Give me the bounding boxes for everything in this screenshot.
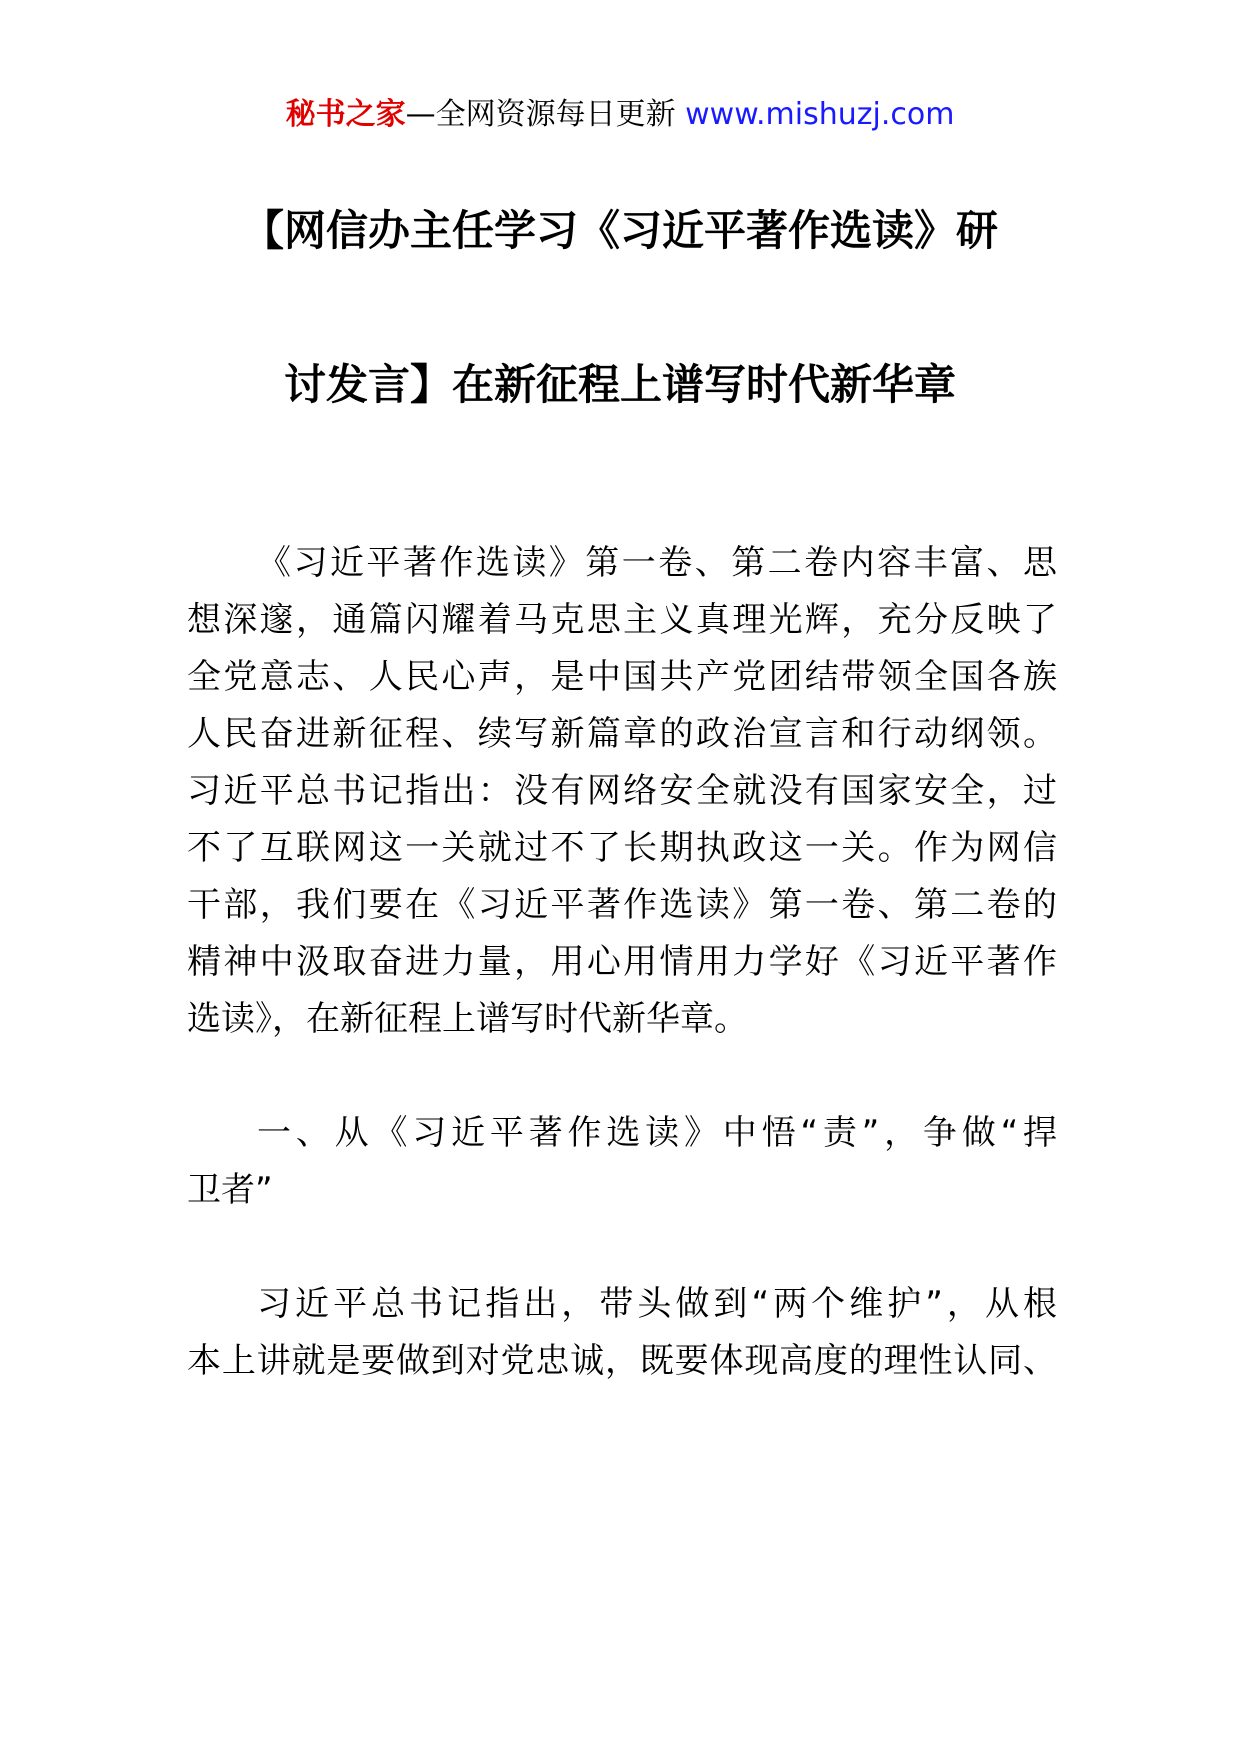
site-slogan: —全网资源每日更新 — [405, 97, 676, 132]
paragraph-1-line: 想深邃，通篇闪耀着马克思主义真理光辉，充分反映了 — [187, 600, 1057, 640]
document-title-line-1: 【网信办主任学习《习近平著作选读》研 — [241, 206, 998, 255]
site-url-link[interactable]: www.mishuzj.com — [685, 97, 955, 132]
document-title-line-2: 讨发言】在新征程上谱写时代新华章 — [283, 360, 956, 409]
paragraph-1-line: 《习近平著作选读》第一卷、第二卷内容丰富、思 — [257, 543, 1057, 583]
site-brand: 秘书之家 — [285, 97, 406, 132]
paragraph-1-line: 不了互联网这一关就过不了长期执政这一关。作为网信 — [187, 828, 1057, 868]
paragraph-1-line: 选读》，在新征程上谱写时代新华章。 — [187, 999, 748, 1039]
paragraph-1-line: 全党意志、人民心声，是中国共产党团结带领全国各族 — [187, 657, 1057, 697]
paragraph-1-line: 精神中汲取奋进力量，用心用情用力学好《习近平著作 — [187, 942, 1057, 982]
site-header — [0, 95, 1240, 135]
paragraph-1-line: 人民奋进新征程、续写新篇章的政治宣言和行动纲领。 — [187, 714, 1057, 754]
paragraph-2-line: 习近平总书记指出，带头做到“两个维护”，从根 — [257, 1284, 1057, 1324]
section-heading-1-line: 一、从《习近平著作选读》中悟“责”，争做“捍 — [257, 1113, 1057, 1153]
paragraph-2-line: 本上讲就是要做到对党忠诚，既要体现高度的理性认同、 — [187, 1341, 1057, 1381]
paragraph-1-line: 习近平总书记指出：没有网络安全就没有国家安全，过 — [187, 771, 1057, 811]
paragraph-1-line: 干部，我们要在《习近平著作选读》第一卷、第二卷的 — [187, 885, 1057, 925]
section-heading-1-line: 卫者” — [187, 1170, 273, 1210]
